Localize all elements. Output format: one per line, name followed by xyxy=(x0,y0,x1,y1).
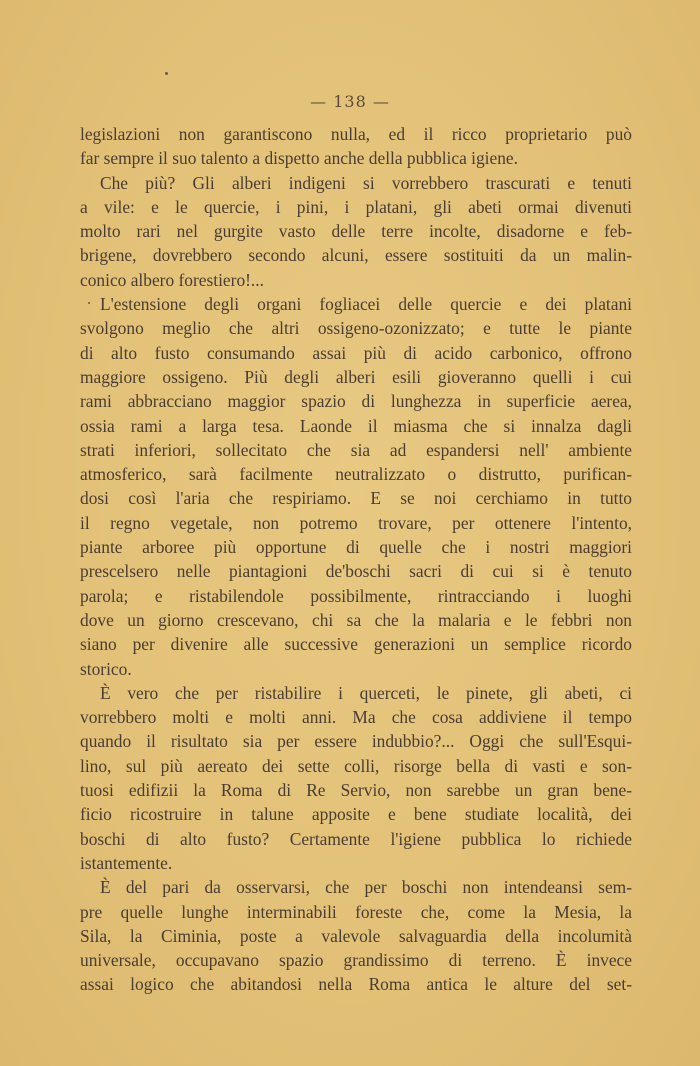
text-line: boschi di alto fusto? Certamente l'igiene pubblica lo richiede xyxy=(80,828,632,849)
text-line: ossia rami a larga tesa. Laonde il miasma che si innalza dagli xyxy=(80,415,632,436)
text-line: pre quelle lunghe interminabili foreste che, come la Mesia, la xyxy=(80,901,632,922)
text-line: assai logico che abitandosi nella Roma antica le alture del set- xyxy=(80,974,632,995)
text-line: legislazioni non garantiscono nulla, ed il ricco proprietario può xyxy=(80,124,632,144)
text-line: piante arboree più opportune di quelle che i nostri maggiori xyxy=(80,537,632,558)
text-line: L'estensione degli organi fogliacei delle quercie e dei platani xyxy=(100,294,632,315)
body-text xyxy=(80,122,632,997)
text-line: Sila, la Ciminia, poste a valevole salvaguardia della incolumità xyxy=(80,925,632,946)
text-line: molto rari nel gurgite vasto delle terre incolte, disadorne e feb- xyxy=(80,221,632,242)
text-line: strati inferiori, sollecitato che sia ad espandersi nell' ambiente xyxy=(80,439,632,460)
text-line: atmosferico, sarà facilmente neutralizzato o distrutto, purifican- xyxy=(80,464,632,485)
text-line: conico albero forestiero!... xyxy=(80,269,264,290)
text-line: ficio ricostruire in talune apposite e bene studiate località, dei xyxy=(80,804,632,825)
text-line: svolgono meglio che altri ossigeno-ozonizzato; e tutte le piante xyxy=(80,318,632,339)
text-line: lino, sul più aereato dei sette colli, risorge bella di vasti e son- xyxy=(80,755,632,776)
page-number: — 138 — xyxy=(310,92,390,111)
text-line: brigene, dovrebbero secondo alcuni, essere sostituiti da un malin- xyxy=(80,245,632,266)
text-line: storico. xyxy=(80,658,132,679)
text-line: È vero che per ristabilire i querceti, le pinete, gli abeti, ci xyxy=(100,682,632,703)
text-line: Che più? Gli alberi indigeni si vorrebbero trascurati e tenuti xyxy=(100,172,632,193)
text-line: siano per divenire alle successive generazioni un semplice ricordo xyxy=(80,634,632,655)
text-line: quando il risultato sia per essere indubbio?... Oggi che sull'Esqui- xyxy=(80,731,632,752)
text-line: istantemente. xyxy=(80,852,173,873)
text-line: dosi così l'aria che respiriamo. E se noi cerchiamo in tutto xyxy=(80,488,632,509)
text-line: parola; e ristabilendole possibilmente, rintracciando i luoghi xyxy=(80,585,632,606)
text-line: È del pari da osservarsi, che per boschi non intendeansi sem- xyxy=(100,877,632,898)
text-line: di alto fusto consumando assai più di acido carbonico, offrono xyxy=(80,342,632,363)
text-line: il regno vegetale, non potremo trovare, per ottenere l'intento, xyxy=(80,512,632,533)
paper-speck xyxy=(165,72,168,75)
text-line: dove un giorno crescevano, chi sa che la malaria e le febbri non xyxy=(80,609,632,630)
text-line: universale, occupavano spazio grandissimo di terreno. È invece xyxy=(80,950,632,971)
text-line: rami abbracciano maggior spazio di lunghezza in superficie aerea, xyxy=(80,391,632,412)
text-line: a vile: e le quercie, i pini, i platani, gli abeti ormai divenuti xyxy=(80,196,632,217)
text-line: vorrebbero molti e molti anni. Ma che cosa addiviene il tempo xyxy=(80,707,632,728)
text-line: maggiore ossigeno. Più degli alberi esili gioveranno quelli i cui xyxy=(80,366,632,387)
text-line: tuosi edifizii la Roma di Re Servio, non sarebbe un gran bene- xyxy=(80,780,632,801)
text-line: far sempre il suo talento a dispetto anche della pubblica igiene. xyxy=(80,148,518,169)
text-line: prescelsero nelle piantagioni de'boschi sacri di cui si è tenuto xyxy=(80,561,632,582)
